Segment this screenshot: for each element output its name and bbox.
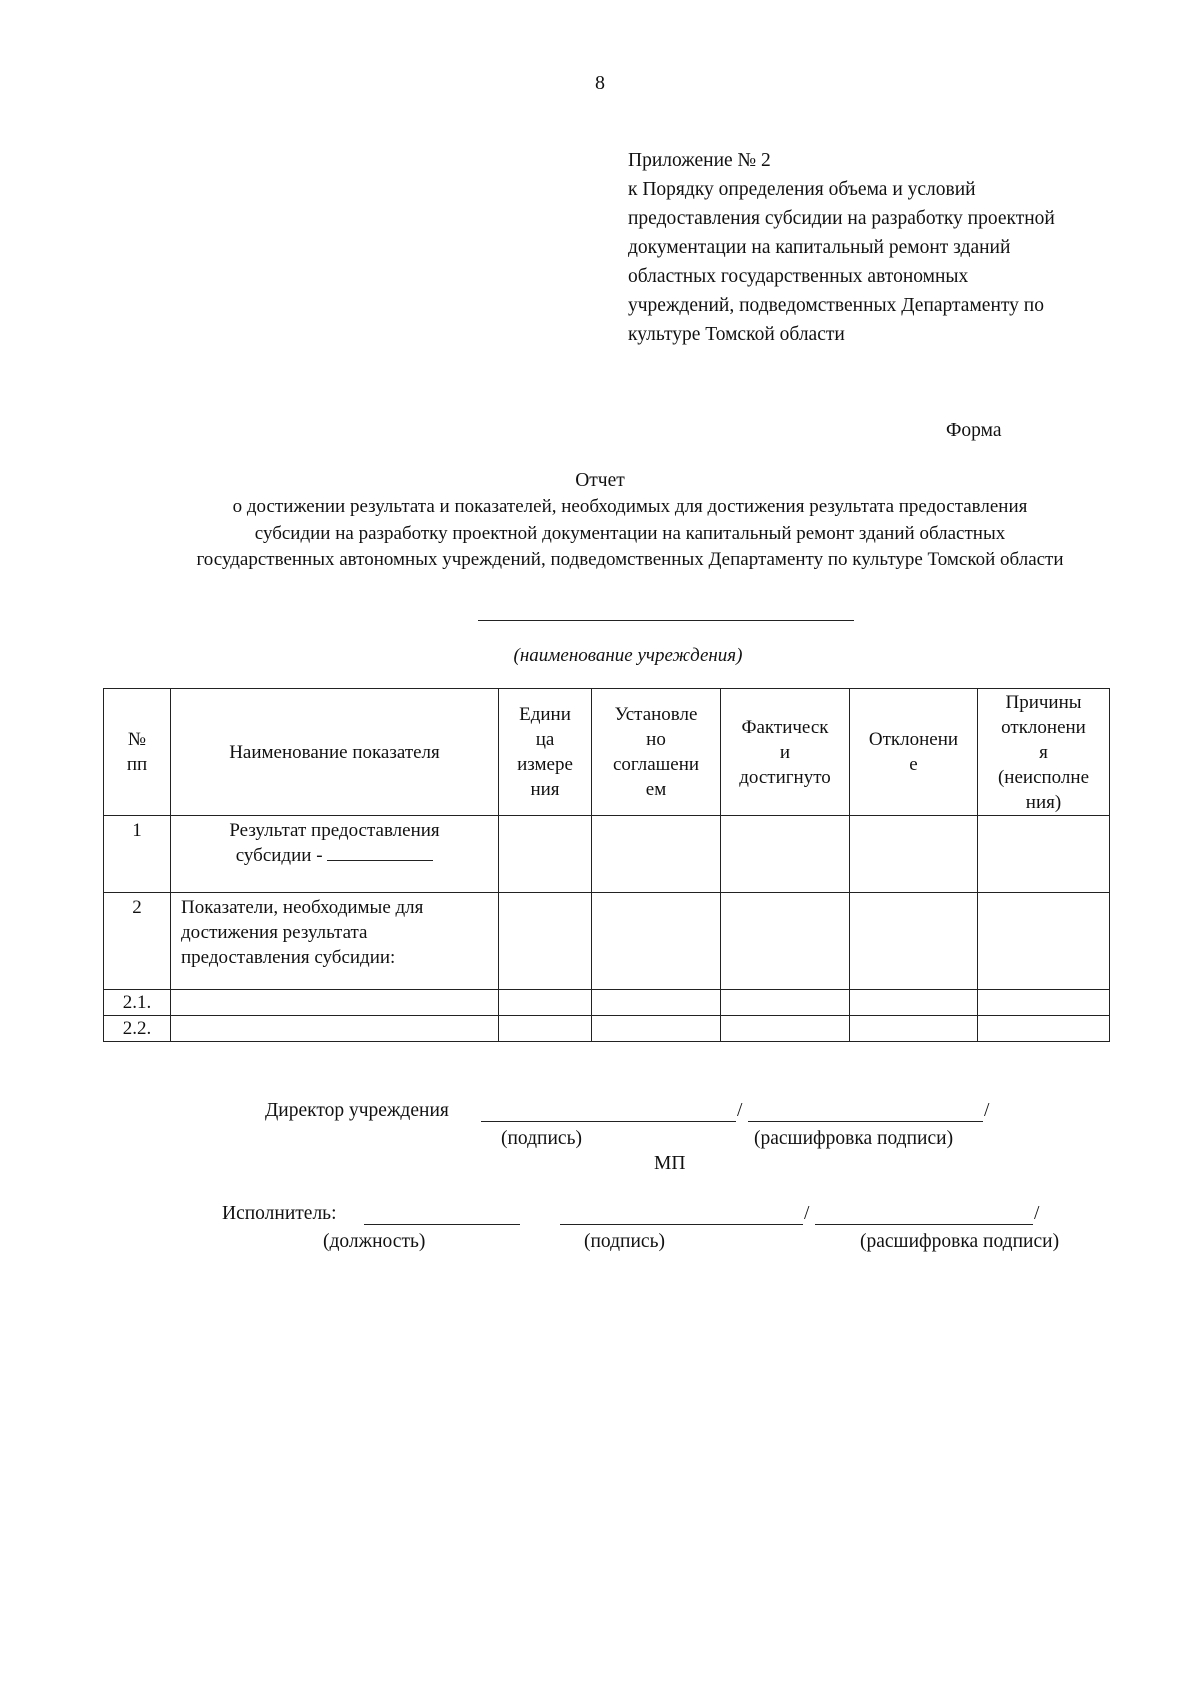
cell-unit[interactable] xyxy=(499,893,592,990)
director-slash-end: / xyxy=(984,1100,990,1121)
row-name xyxy=(171,816,499,893)
appendix-line: учреждений, подведомственных Департаменту по xyxy=(628,295,1044,316)
institution-caption: (наименование учреждения) xyxy=(513,645,743,666)
form-label: Форма xyxy=(946,420,1002,441)
appendix-block xyxy=(628,146,1148,349)
executor-position-field[interactable] xyxy=(364,1224,520,1225)
cell-reasons[interactable] xyxy=(978,816,1110,893)
cell-reasons[interactable] xyxy=(978,893,1110,990)
appendix-line: культуре Томской области xyxy=(628,324,845,345)
director-signature-field[interactable] xyxy=(481,1121,736,1122)
cell-deviation[interactable] xyxy=(850,816,978,893)
header-planned xyxy=(592,689,721,816)
header-reasons xyxy=(978,689,1110,816)
cell-actual[interactable] xyxy=(721,990,850,1016)
report-subject xyxy=(100,494,1160,574)
header-deviation xyxy=(850,689,978,816)
cell-unit[interactable] xyxy=(499,990,592,1016)
row-name-line: предоставления субсидии: xyxy=(181,947,396,968)
cell-deviation[interactable] xyxy=(850,990,978,1016)
cell-actual[interactable] xyxy=(721,893,850,990)
header-unit xyxy=(499,689,592,816)
table-row xyxy=(104,1016,1110,1042)
executor-slash: / xyxy=(804,1203,810,1224)
row-num: 2.1. xyxy=(104,990,171,1016)
header-reasons-line: отклонени xyxy=(1001,716,1086,738)
cell-planned[interactable] xyxy=(592,816,721,893)
row-name[interactable] xyxy=(171,990,499,1016)
appendix-line: предоставления субсидии на разработку проектной xyxy=(628,208,1055,229)
row-name-text: субсидии - xyxy=(235,845,328,866)
header-num xyxy=(104,689,171,816)
executor-position-caption: (должность) xyxy=(323,1231,426,1252)
director-decoding-caption: (расшифровка подписи) xyxy=(754,1128,954,1149)
row-num: 2.2. xyxy=(104,1016,171,1042)
row-name-line xyxy=(174,843,495,868)
cell-deviation[interactable] xyxy=(850,893,978,990)
cell-actual[interactable] xyxy=(721,816,850,893)
report-subject-line: государственных автономных учреждений, подведомственных Департаменту по культуре Томской области xyxy=(196,549,1064,570)
cell-planned[interactable] xyxy=(592,1016,721,1042)
cell-reasons[interactable] xyxy=(978,1016,1110,1042)
row-num: 1 xyxy=(104,816,171,893)
header-unit-line: ца xyxy=(535,729,555,750)
header-num-line: № xyxy=(127,729,147,750)
header-reasons-line: я xyxy=(1039,741,1048,763)
row-name[interactable] xyxy=(171,1016,499,1042)
header-actual-line: и xyxy=(779,741,791,763)
header-name: Наименование показателя xyxy=(171,689,499,816)
header-actual xyxy=(721,689,850,816)
header-reasons-line: Причины xyxy=(1005,691,1082,713)
row-name-line: достижения результата xyxy=(181,922,368,943)
row-num: 2 xyxy=(104,893,171,990)
header-actual-line: достигнуто xyxy=(739,766,831,788)
cell-unit[interactable] xyxy=(499,816,592,893)
appendix-line: документации на капитальный ремонт зданий xyxy=(628,237,1011,258)
header-unit-line: ния xyxy=(530,779,560,800)
appendix-title: Приложение № 2 xyxy=(628,150,771,171)
institution-name-field[interactable] xyxy=(478,620,854,621)
cell-planned[interactable] xyxy=(592,893,721,990)
executor-signature-field[interactable] xyxy=(560,1224,803,1225)
cell-actual[interactable] xyxy=(721,1016,850,1042)
row-name-line: Показатели, необходимые для xyxy=(181,897,424,918)
header-actual-line: Фактическ xyxy=(741,716,829,738)
header-num-line: пп xyxy=(126,754,148,775)
executor-decoding-field[interactable] xyxy=(815,1224,1033,1225)
header-deviation-line: е xyxy=(909,754,918,775)
cell-planned[interactable] xyxy=(592,990,721,1016)
executor-label: Исполнитель: xyxy=(222,1203,337,1224)
header-deviation-line: Отклонени xyxy=(868,729,959,750)
row-name-line: Результат предоставления xyxy=(229,820,440,841)
header-planned-line: соглашени xyxy=(612,754,700,775)
table-header-row xyxy=(104,689,1110,816)
result-blank-field[interactable] xyxy=(327,843,433,861)
report-table xyxy=(103,688,1110,1042)
report-subject-line: субсидии на разработку проектной документации на капитальный ремонт зданий областных xyxy=(254,522,1006,544)
report-subject-line: о достижении результата и показателей, необходимых для достижения результата предоставления xyxy=(232,496,1028,517)
table-row xyxy=(104,816,1110,893)
stamp-label: МП xyxy=(654,1153,686,1174)
header-planned-line: ем xyxy=(645,779,667,800)
header-unit-line: Едини xyxy=(519,704,571,725)
director-decoding-field[interactable] xyxy=(748,1121,983,1122)
header-planned-line: но xyxy=(646,729,666,750)
header-reasons-line: ния) xyxy=(1025,791,1062,813)
table-row xyxy=(104,893,1110,990)
cell-deviation[interactable] xyxy=(850,1016,978,1042)
director-label: Директор учреждения xyxy=(265,1100,449,1121)
executor-slash-end: / xyxy=(1034,1203,1040,1224)
appendix-line: областных государственных автономных xyxy=(628,266,969,287)
cell-unit[interactable] xyxy=(499,1016,592,1042)
table-row xyxy=(104,990,1110,1016)
executor-signature-caption: (подпись) xyxy=(584,1231,665,1252)
director-slash: / xyxy=(737,1100,743,1121)
header-planned-line: Установле xyxy=(614,704,698,725)
cell-reasons[interactable] xyxy=(978,990,1110,1016)
header-reasons-line: (неисполне xyxy=(997,766,1090,788)
executor-decoding-caption: (расшифровка подписи) xyxy=(860,1231,1060,1252)
appendix-line: к Порядку определения объема и условий xyxy=(628,179,976,200)
director-signature-caption: (подпись) xyxy=(501,1128,582,1149)
report-title: Отчет xyxy=(575,470,625,491)
page-number: 8 xyxy=(595,72,605,94)
row-name xyxy=(171,893,499,990)
header-unit-line: измере xyxy=(517,754,573,775)
